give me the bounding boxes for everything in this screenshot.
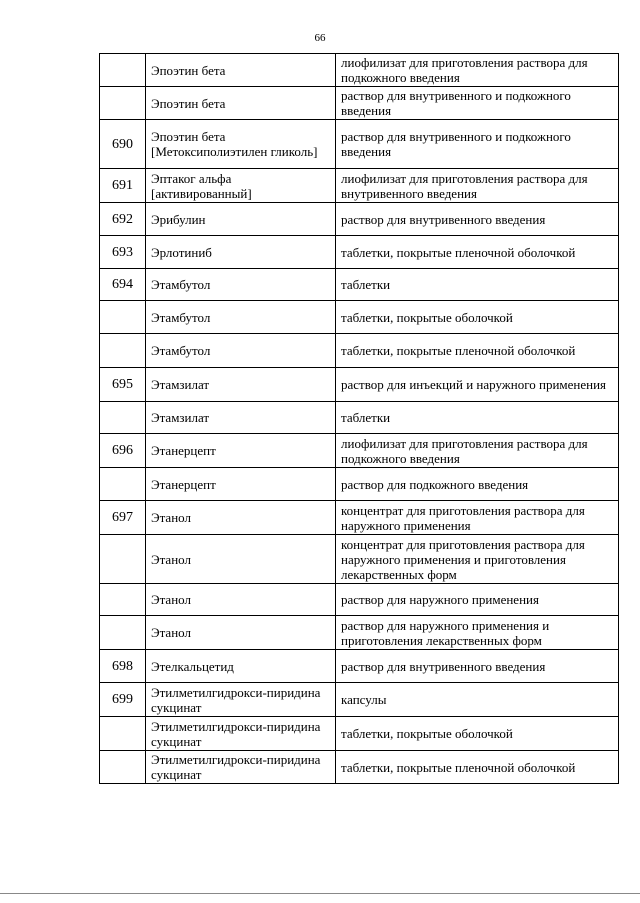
table-row bbox=[100, 236, 619, 269]
row-number-cell bbox=[100, 334, 146, 368]
drug-name-cell: Этанерцепт bbox=[146, 468, 336, 501]
dosage-form-cell: раствор для внутривенного введения bbox=[336, 650, 619, 683]
drug-name-cell: Этанерцепт bbox=[146, 434, 336, 468]
dosage-form-cell: раствор для внутривенного введения bbox=[336, 203, 619, 236]
drug-name-cell: Этамбутол bbox=[146, 301, 336, 334]
drug-table bbox=[99, 53, 619, 784]
table-row bbox=[100, 717, 619, 751]
row-number-cell bbox=[100, 54, 146, 87]
drug-name-cell: Эрлотиниб bbox=[146, 236, 336, 269]
page-number: 66 bbox=[314, 32, 326, 44]
drug-name-cell: Этилметилгидрокси-пиридина сукцинат bbox=[146, 751, 336, 784]
dosage-form-cell: таблетки, покрытые оболочкой bbox=[336, 717, 619, 751]
drug-name-cell: Этилметилгидрокси-пиридина сукцинат bbox=[146, 683, 336, 717]
row-number-cell bbox=[100, 616, 146, 650]
row-number-cell: 691 bbox=[100, 169, 146, 203]
drug-name-cell: Этамзилат bbox=[146, 402, 336, 434]
drug-name-cell: Эптаког альфа [активированный] bbox=[146, 169, 336, 203]
table-row bbox=[100, 402, 619, 434]
page-bottom-divider bbox=[0, 893, 640, 894]
row-number-cell: 699 bbox=[100, 683, 146, 717]
row-number-cell: 692 bbox=[100, 203, 146, 236]
row-number-cell: 697 bbox=[100, 501, 146, 535]
drug-name-cell: Эпоэтин бета bbox=[146, 87, 336, 120]
dosage-form-cell: лиофилизат для приготовления раствора для внутривенного введения bbox=[336, 169, 619, 203]
row-number-cell bbox=[100, 468, 146, 501]
table-row bbox=[100, 434, 619, 468]
drug-name-cell: Этилметилгидрокси-пиридина сукцинат bbox=[146, 717, 336, 751]
table-row bbox=[100, 616, 619, 650]
row-number-cell bbox=[100, 535, 146, 584]
dosage-form-cell: лиофилизат для приготовления раствора для подкожного введения bbox=[336, 434, 619, 468]
table-row bbox=[100, 751, 619, 784]
row-number-cell: 690 bbox=[100, 120, 146, 169]
table-row bbox=[100, 468, 619, 501]
dosage-form-cell: таблетки, покрытые пленочной оболочкой bbox=[336, 751, 619, 784]
table-row bbox=[100, 334, 619, 368]
table-row bbox=[100, 683, 619, 717]
row-number-cell bbox=[100, 87, 146, 120]
dosage-form-cell: лиофилизат для приготовления раствора для подкожного введения bbox=[336, 54, 619, 87]
row-number-cell: 695 bbox=[100, 368, 146, 402]
dosage-form-cell: раствор для наружного применения и приготовления лекарственных форм bbox=[336, 616, 619, 650]
dosage-form-cell: таблетки bbox=[336, 269, 619, 301]
dosage-form-cell: таблетки, покрытые пленочной оболочкой bbox=[336, 236, 619, 269]
table-row bbox=[100, 54, 619, 87]
row-number-cell bbox=[100, 584, 146, 616]
drug-name-cell: Эрибулин bbox=[146, 203, 336, 236]
drug-name-cell: Этанол bbox=[146, 616, 336, 650]
row-number-cell: 693 bbox=[100, 236, 146, 269]
row-number-cell: 696 bbox=[100, 434, 146, 468]
dosage-form-cell: раствор для внутривенного и подкожного введения bbox=[336, 120, 619, 169]
dosage-form-cell: раствор для подкожного введения bbox=[336, 468, 619, 501]
table-row bbox=[100, 501, 619, 535]
dosage-form-cell: раствор для инъекций и наружного применения bbox=[336, 368, 619, 402]
table-row bbox=[100, 169, 619, 203]
table-row bbox=[100, 584, 619, 616]
table-row bbox=[100, 301, 619, 334]
drug-name-cell: Этамзилат bbox=[146, 368, 336, 402]
table-row bbox=[100, 269, 619, 301]
drug-name-cell: Этанол bbox=[146, 584, 336, 616]
dosage-form-cell: концентрат для приготовления раствора для наружного применения bbox=[336, 501, 619, 535]
dosage-form-cell: раствор для внутривенного и подкожного введения bbox=[336, 87, 619, 120]
dosage-form-cell: таблетки, покрытые пленочной оболочкой bbox=[336, 334, 619, 368]
table-body bbox=[100, 54, 619, 784]
table-row bbox=[100, 650, 619, 683]
table-row bbox=[100, 87, 619, 120]
row-number-cell: 698 bbox=[100, 650, 146, 683]
row-number-cell bbox=[100, 751, 146, 784]
dosage-form-cell: таблетки bbox=[336, 402, 619, 434]
dosage-form-cell: капсулы bbox=[336, 683, 619, 717]
row-number-cell bbox=[100, 717, 146, 751]
table-row bbox=[100, 203, 619, 236]
table-row bbox=[100, 368, 619, 402]
drug-name-cell: Этанол bbox=[146, 535, 336, 584]
dosage-form-cell: концентрат для приготовления раствора для наружного применения и приготовления лекарственных форм bbox=[336, 535, 619, 584]
drug-name-cell: Этелкальцетид bbox=[146, 650, 336, 683]
table-row bbox=[100, 535, 619, 584]
table-row bbox=[100, 120, 619, 169]
row-number-cell bbox=[100, 402, 146, 434]
drug-name-cell: Эпоэтин бета [Метоксиполиэтилен гликоль] bbox=[146, 120, 336, 169]
drug-name-cell: Этамбутол bbox=[146, 269, 336, 301]
drug-name-cell: Эпоэтин бета bbox=[146, 54, 336, 87]
drug-name-cell: Этанол bbox=[146, 501, 336, 535]
dosage-form-cell: раствор для наружного применения bbox=[336, 584, 619, 616]
row-number-cell: 694 bbox=[100, 269, 146, 301]
row-number-cell bbox=[100, 301, 146, 334]
dosage-form-cell: таблетки, покрытые оболочкой bbox=[336, 301, 619, 334]
drug-name-cell: Этамбутол bbox=[146, 334, 336, 368]
